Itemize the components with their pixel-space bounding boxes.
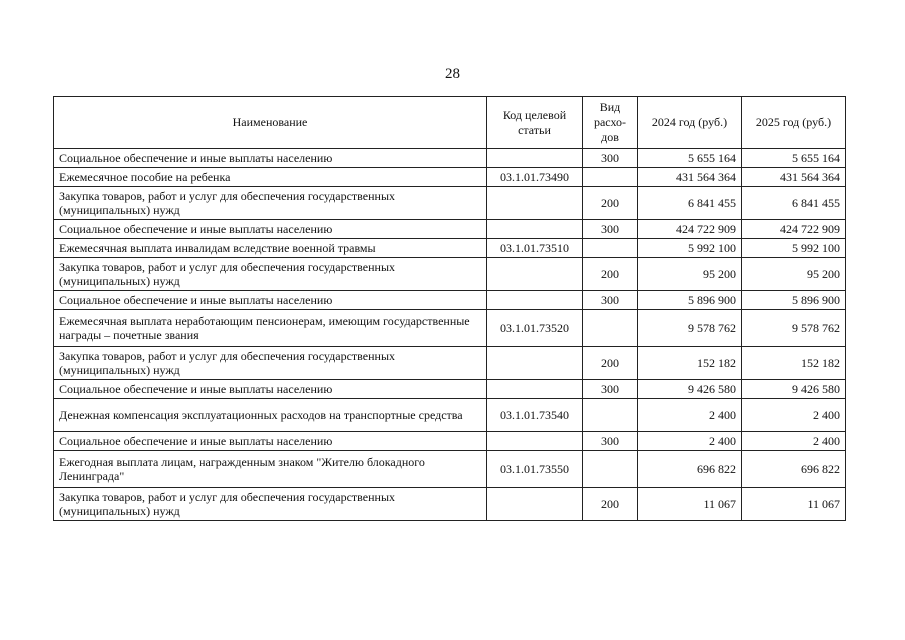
row-name: Социальное обеспечение и иные выплаты населению bbox=[54, 432, 487, 451]
table-row bbox=[54, 488, 846, 521]
table-row bbox=[54, 149, 846, 168]
row-amount-2024: 6 841 455 bbox=[638, 187, 742, 220]
row-amount-2024: 424 722 909 bbox=[638, 220, 742, 239]
row-type: 200 bbox=[583, 258, 638, 291]
row-amount-2024: 152 182 bbox=[638, 347, 742, 380]
row-name: Ежегодная выплата лицам, награжденным знаком "Жителю блокадного Ленинграда" bbox=[54, 451, 487, 488]
row-type bbox=[583, 451, 638, 488]
table-header-row bbox=[54, 97, 846, 149]
row-name: Социальное обеспечение и иные выплаты населению bbox=[54, 149, 487, 168]
row-type: 300 bbox=[583, 149, 638, 168]
row-amount-2025: 9 426 580 bbox=[742, 380, 846, 399]
row-code bbox=[487, 291, 583, 310]
row-name: Денежная компенсация эксплуатационных расходов на транспортные средства bbox=[54, 399, 487, 432]
row-amount-2024: 431 564 364 bbox=[638, 168, 742, 187]
header-code: Код целевой статьи bbox=[487, 97, 583, 149]
row-amount-2025: 2 400 bbox=[742, 432, 846, 451]
row-amount-2025: 2 400 bbox=[742, 399, 846, 432]
row-amount-2024: 9 426 580 bbox=[638, 380, 742, 399]
row-code bbox=[487, 258, 583, 291]
table-row bbox=[54, 451, 846, 488]
row-amount-2024: 5 992 100 bbox=[638, 239, 742, 258]
table-row bbox=[54, 258, 846, 291]
row-name: Ежемесячное пособие на ребенка bbox=[54, 168, 487, 187]
row-type: 300 bbox=[583, 291, 638, 310]
row-amount-2025: 5 896 900 bbox=[742, 291, 846, 310]
row-amount-2025: 6 841 455 bbox=[742, 187, 846, 220]
row-type: 200 bbox=[583, 488, 638, 521]
row-type bbox=[583, 168, 638, 187]
row-amount-2024: 696 822 bbox=[638, 451, 742, 488]
row-amount-2025: 424 722 909 bbox=[742, 220, 846, 239]
header-2025: 2025 год (руб.) bbox=[742, 97, 846, 149]
header-type: Вид расхо-дов bbox=[583, 97, 638, 149]
budget-table bbox=[53, 96, 846, 521]
row-code: 03.1.01.73540 bbox=[487, 399, 583, 432]
row-code: 03.1.01.73550 bbox=[487, 451, 583, 488]
row-name: Закупка товаров, работ и услуг для обеспечения государственных (муниципальных) нужд bbox=[54, 488, 487, 521]
row-amount-2025: 11 067 bbox=[742, 488, 846, 521]
row-amount-2025: 696 822 bbox=[742, 451, 846, 488]
row-amount-2024: 5 896 900 bbox=[638, 291, 742, 310]
table-row bbox=[54, 399, 846, 432]
row-amount-2025: 5 992 100 bbox=[742, 239, 846, 258]
header-2024: 2024 год (руб.) bbox=[638, 97, 742, 149]
row-code bbox=[487, 149, 583, 168]
row-type: 200 bbox=[583, 347, 638, 380]
row-amount-2025: 431 564 364 bbox=[742, 168, 846, 187]
row-name: Социальное обеспечение и иные выплаты населению bbox=[54, 380, 487, 399]
row-amount-2024: 2 400 bbox=[638, 432, 742, 451]
row-name: Закупка товаров, работ и услуг для обеспечения государственных (муниципальных) нужд bbox=[54, 187, 487, 220]
row-amount-2025: 9 578 762 bbox=[742, 310, 846, 347]
row-amount-2024: 5 655 164 bbox=[638, 149, 742, 168]
row-amount-2024: 2 400 bbox=[638, 399, 742, 432]
table-row bbox=[54, 168, 846, 187]
table-row bbox=[54, 347, 846, 380]
row-type: 300 bbox=[583, 380, 638, 399]
table-row bbox=[54, 220, 846, 239]
row-amount-2025: 95 200 bbox=[742, 258, 846, 291]
row-amount-2024: 11 067 bbox=[638, 488, 742, 521]
row-type: 200 bbox=[583, 187, 638, 220]
row-code bbox=[487, 220, 583, 239]
row-name: Социальное обеспечение и иные выплаты населению bbox=[54, 220, 487, 239]
row-type: 300 bbox=[583, 432, 638, 451]
row-amount-2025: 152 182 bbox=[742, 347, 846, 380]
row-code: 03.1.01.73490 bbox=[487, 168, 583, 187]
row-code bbox=[487, 187, 583, 220]
row-code: 03.1.01.73520 bbox=[487, 310, 583, 347]
table-row bbox=[54, 291, 846, 310]
row-code bbox=[487, 380, 583, 399]
row-name: Закупка товаров, работ и услуг для обеспечения государственных (муниципальных) нужд bbox=[54, 258, 487, 291]
row-name: Закупка товаров, работ и услуг для обеспечения государственных (муниципальных) нужд bbox=[54, 347, 487, 380]
row-name: Социальное обеспечение и иные выплаты населению bbox=[54, 291, 487, 310]
row-amount-2024: 95 200 bbox=[638, 258, 742, 291]
table-row bbox=[54, 187, 846, 220]
row-type: 300 bbox=[583, 220, 638, 239]
row-type bbox=[583, 239, 638, 258]
table-row bbox=[54, 310, 846, 347]
table-row bbox=[54, 239, 846, 258]
row-code bbox=[487, 488, 583, 521]
table-row bbox=[54, 432, 846, 451]
row-type bbox=[583, 399, 638, 432]
row-code bbox=[487, 347, 583, 380]
row-name: Ежемесячная выплата неработающим пенсионерам, имеющим государственные награды – почетные звания bbox=[54, 310, 487, 347]
page-number: 28 bbox=[445, 66, 460, 82]
row-code bbox=[487, 432, 583, 451]
row-name: Ежемесячная выплата инвалидам вследствие военной травмы bbox=[54, 239, 487, 258]
table-row bbox=[54, 380, 846, 399]
row-type bbox=[583, 310, 638, 347]
row-amount-2025: 5 655 164 bbox=[742, 149, 846, 168]
row-code: 03.1.01.73510 bbox=[487, 239, 583, 258]
row-amount-2024: 9 578 762 bbox=[638, 310, 742, 347]
header-name: Наименование bbox=[54, 97, 487, 149]
